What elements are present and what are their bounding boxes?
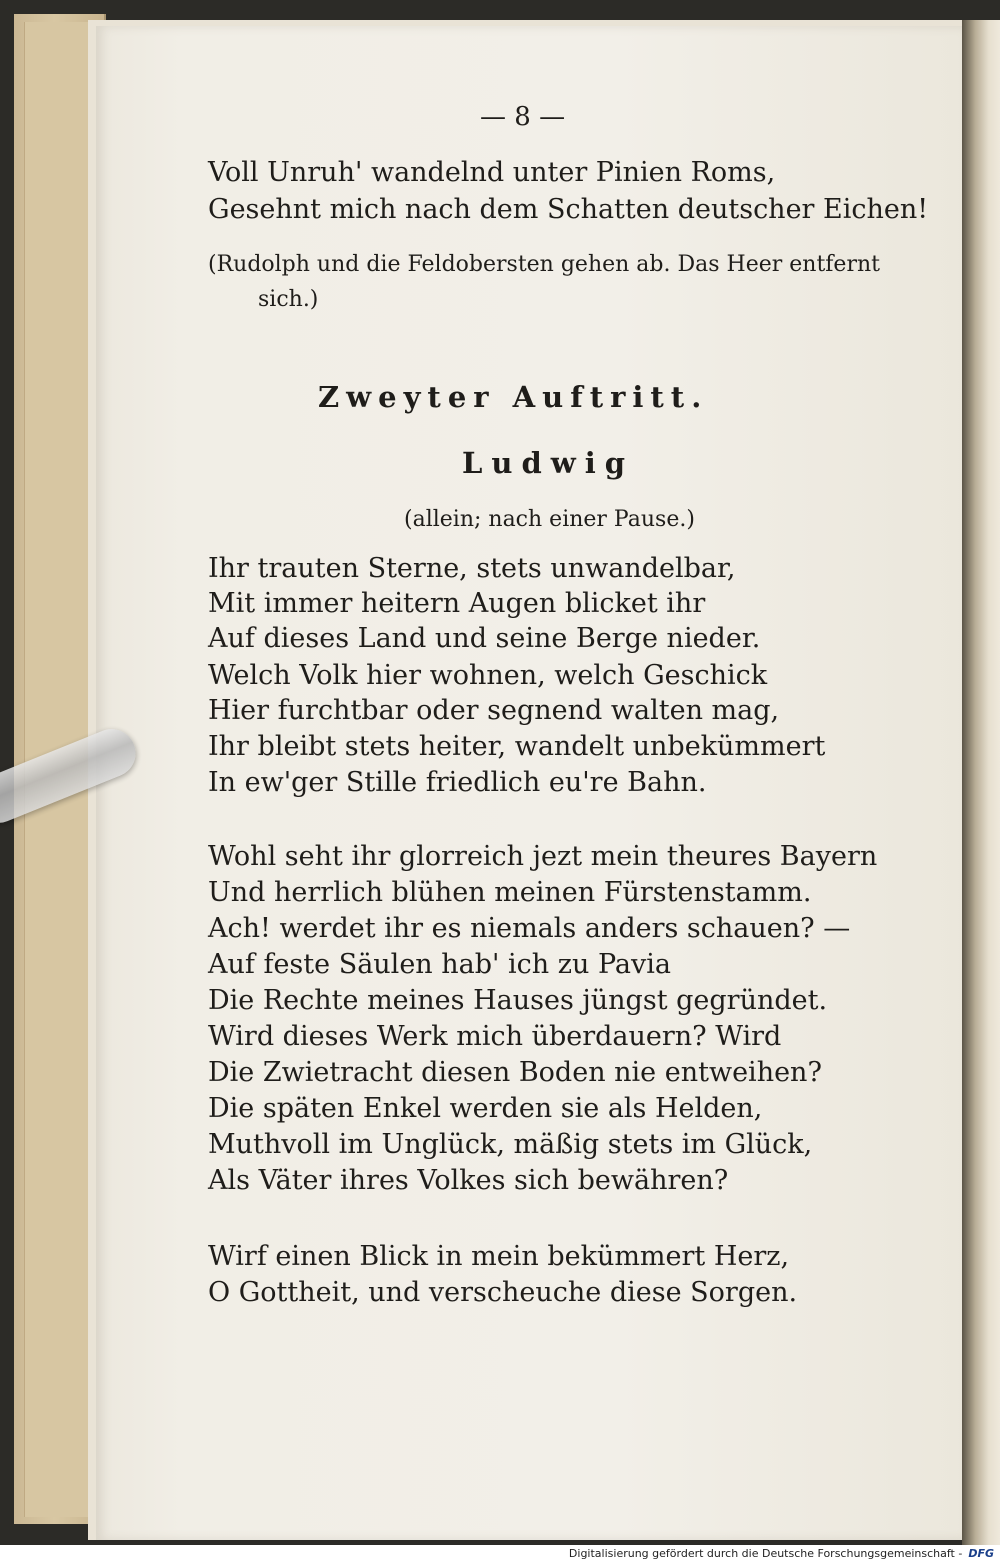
verse-line: Auf dieses Land und seine Berge nieder. (208, 623, 761, 654)
verse-line: Wird dieses Werk mich überdauern? Wird (208, 1021, 782, 1052)
verse-line: Hier furchtbar oder segnend walten mag, (208, 695, 780, 726)
stage-direction: sich.) (258, 287, 319, 312)
verse-line: Wirf einen Blick in mein bekümmert Herz, (208, 1241, 790, 1272)
verse-line: Welch Volk hier wohnen, welch Geschick (208, 660, 768, 691)
stage-direction: (allein; nach einer Pause.) (404, 507, 695, 532)
verse-line: Voll Unruh' wandelnd unter Pinien Roms, (208, 157, 776, 188)
dfg-logo: DFG (968, 1547, 994, 1560)
verse-line: Gesehnt mich nach dem Schatten deutscher Eichen! (208, 194, 929, 225)
verse-line: Die Rechte meines Hauses jüngst gegründet. (208, 985, 828, 1016)
verse-line: Als Väter ihres Volkes sich bewähren? (208, 1165, 729, 1196)
verse-line: O Gottheit, und verscheuche diese Sorgen. (208, 1277, 798, 1308)
verse-line: Muthvoll im Unglück, mäßig stets im Glück, (208, 1129, 813, 1160)
digitization-footer (0, 1545, 1000, 1563)
scene-heading: Zweyter Auftritt. (318, 380, 709, 414)
page-number: — 8 — (480, 102, 566, 132)
verse-line: Ihr bleibt stets heiter, wandelt unbekümmert (208, 731, 826, 762)
stage-direction: (Rudolph und die Feldobersten gehen ab. Das Heer entfernt (208, 252, 880, 277)
speaker-name: Ludwig (462, 446, 635, 480)
verse-line: Mit immer heitern Augen blicket ihr (208, 588, 706, 619)
verse-line: Die Zwietracht diesen Boden nie entweihen? (208, 1057, 822, 1088)
verse-line: Auf feste Säulen hab' ich zu Pavia (208, 949, 672, 980)
verse-line: Die späten Enkel werden sie als Helden, (208, 1093, 763, 1124)
footer-text: Digitalisierung gefördert durch die Deutsche Forschungsgemeinschaft - (568, 1547, 963, 1560)
verse-line: Ach! werdet ihr es niemals anders schauen? — (208, 913, 851, 944)
verse-line: Wohl seht ihr glorreich jezt mein theures Bayern (208, 841, 878, 872)
verse-line: Ihr trauten Sterne, stets unwandelbar, (208, 553, 736, 584)
verse-line: In ew'ger Stille friedlich eu're Bahn. (208, 767, 707, 798)
verse-line: Und herrlich blühen meinen Fürstenstamm. (208, 877, 812, 908)
